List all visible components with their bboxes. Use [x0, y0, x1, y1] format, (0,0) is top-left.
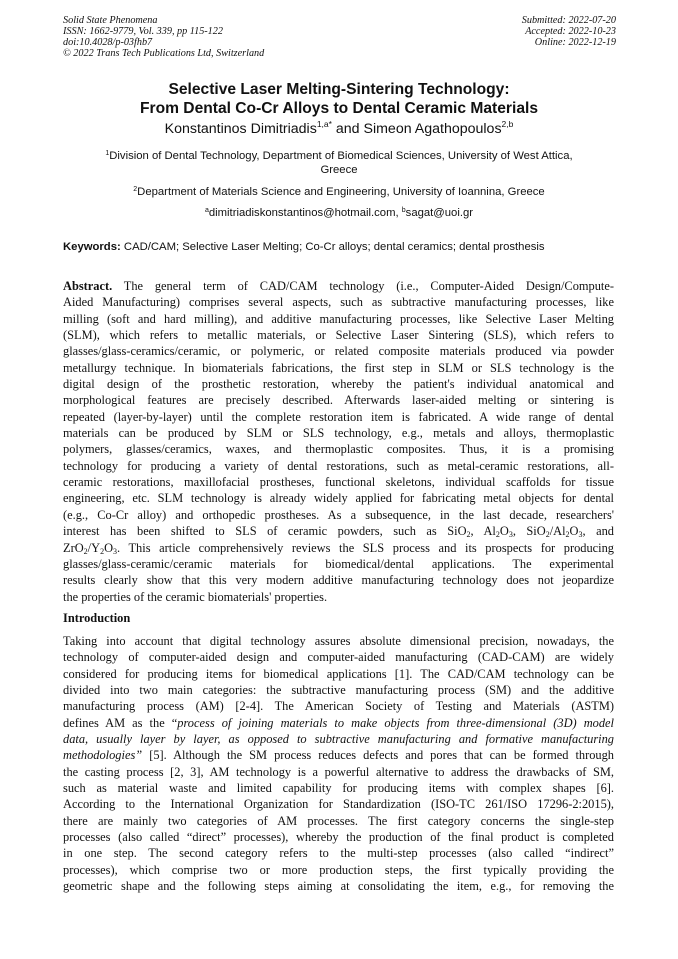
abstract-line: milling (soft and hard milling), and additive manufacturing processes, like Selective Laser Melting — [63, 311, 614, 326]
online-date: Online: 2022-12-19 — [534, 37, 616, 48]
affiliation-1-sup: 1 — [105, 150, 110, 157]
affiliation-1-text: Division of Dental Technology, Department of Biomedical Sciences, University of West Attica, — [109, 150, 573, 162]
keywords — [63, 240, 623, 254]
affiliation-1-country: Greece — [320, 164, 358, 176]
journal-name: Solid State Phenomena — [63, 15, 158, 26]
abstract-line: Aided Manufacturing) comprises several aspects, such as subtractive manufacturing processes, like — [63, 295, 614, 310]
affiliation-2-sup: 2 — [133, 186, 138, 193]
submitted-date: Submitted: 2022-07-20 — [521, 15, 616, 26]
abstract-line: technology for producing a variety of dental restorations, such as metal-ceramic restorations, all- — [63, 458, 614, 473]
intro-line: there are mainly two categories of AM processes. The first category concerns the single-step — [63, 813, 614, 828]
author-1: Konstantinos Dimitriadis — [164, 121, 317, 137]
intro-line: geometric shape and the following steps aiming at consolidating the item, e.g., for removing the — [63, 879, 614, 894]
author-joiner: and — [331, 121, 364, 137]
abstract-line: (e.g., Co-Cr alloy) and orthopedic prostheses. As a subsequence, in the last decade, researchers' — [63, 507, 614, 522]
author-2: Simeon Agathopoulos — [363, 121, 502, 137]
affiliation-2-text: Department of Materials Science and Engineering, University of Ioannina, Greece — [137, 186, 545, 198]
abstract-line: results clearly show that this very modern additive manufacturing technology does not jeopardize — [63, 573, 614, 588]
intro-line: According to the International Organization for Standardization (ISO-TC 261/ISO 17296-2:2015), — [63, 797, 614, 812]
title-line-2: From Dental Co-Cr Alloys to Dental Ceramic Materials — [139, 100, 539, 117]
journal-info — [63, 15, 264, 59]
abstract-line: the properties of the ceramic biomaterials' properties. — [63, 589, 328, 604]
section-heading-introduction: Introduction — [63, 611, 131, 625]
intro-line: Taking into account that digital technology assures absolute dimensional precision, nowadays, the — [63, 634, 614, 648]
abstract-line: metallurgy technique. In biomaterials fabrications, the first step in SLM or SLS technology is the — [63, 360, 614, 375]
intro-line: manufacturing process (AM) [2-4]. The American Society of Testing and Materials (ASTM) — [63, 699, 614, 714]
email-a-sup: a — [204, 207, 209, 214]
abstract-line — [63, 278, 614, 294]
intro-line: such as material waste and limited capability for producing items with complex shapes [6]. — [63, 781, 614, 796]
abstract-line: engineering, etc. SLM technology is already widely applied for fabricating metal objects for dental — [63, 491, 614, 506]
intro-line: processes), which comprise two or more production steps, the first typically providing the — [63, 862, 614, 877]
author-emails — [63, 206, 615, 220]
abstract-line: digital design of the prosthetic restoration, whereby the patient's individual anatomical and — [63, 377, 614, 392]
abstract-line: glasses/glass-ceramics/ceramic, or polymeric, or related composite materials produced via powder — [63, 344, 614, 359]
intro-line: defines AM as the “process of joining materials to make objects from three-dimensional (3D) model — [63, 715, 614, 730]
abstract-label: Abstract. — [63, 279, 113, 293]
paper-title — [40, 80, 638, 118]
author-2-sup: 2,b — [501, 119, 514, 129]
keywords-label: Keywords: — [63, 241, 121, 253]
authors — [40, 120, 638, 138]
doi[interactable]: doi:10.4028/p-03fhb7 — [63, 37, 153, 48]
email-a[interactable]: dimitriadiskonstantinos@hotmail.com, — [208, 207, 402, 219]
intro-line: technology of computer-aided design and computer-aided manufacturing (CAD-CAM) are widely — [63, 650, 614, 665]
abstract-text: The general term of CAD/CAM technology (i.e., Computer-Aided Design/Compute- — [112, 279, 614, 293]
intro-line: divided into two main categories: the subtractive manufacturing process (SM) and the additive — [63, 683, 614, 698]
affiliation-2 — [63, 185, 615, 199]
email-b[interactable]: sagat@uoi.gr — [405, 207, 474, 219]
affiliation-1 — [63, 149, 615, 177]
intro-line: considered for producing items for biomedical applications [1]. The CAD/CAM technology can be — [63, 666, 614, 681]
abstract-line: repeated (layer-by-layer) until the complete restoration item is fabricated. A wide range of dental — [63, 409, 614, 424]
abstract-line: (SLM), which refers to metallic materials, or Selective Laser Sintering (SLS), which refers to — [63, 328, 614, 343]
abstract-line: morphological features are precisely described. Afterwards laser-aided melting or sintering is — [63, 393, 614, 408]
issn-volume: ISSN: 1662-9779, Vol. 339, pp 115-122 — [63, 26, 223, 37]
abstract-line: materials can be produced by SLM or SLS technology, e.g., metals and alloys, thermoplastic — [63, 426, 614, 441]
abstract-line: polymers, glasses/ceramics, waxes, and thermoplastic composites. Thus, it is a promising — [63, 442, 614, 457]
intro-line: methodologies” [5]. Although the SM process reduces defects and pores that can be formed through — [63, 748, 614, 763]
accepted-date: Accepted: 2022-10-23 — [525, 26, 616, 37]
author-1-sup: 1,a* — [316, 119, 332, 129]
abstract-line: ceramic restorations, maxillofacial prostheses, functional skeletons, individual scaffolds for tissue — [63, 475, 614, 490]
intro-line: the casting process [2, 3], AM technology is a powerful alternative to address the drawbacks of SM, — [63, 764, 614, 779]
intro-line: data, usually layer by layer, as opposed to subtractive manufacturing and formative manufacturing — [63, 732, 614, 747]
keywords-text: CAD/CAM; Selective Laser Melting; Co-Cr alloys; dental ceramics; dental prosthesis — [120, 241, 545, 253]
abstract-line: $ZrO_2/Y_2O_3$. This article comprehensively reviews the SLS process and its prospects for producing — [63, 540, 614, 556]
intro-line: in one step. The second category refers to the multi-step processes (also called “indirect” — [63, 846, 614, 861]
introduction-body — [63, 633, 614, 895]
abstract-line: glasses/glass-ceramic/ceramic materials for biomedical/dental applications. The experimental — [63, 556, 614, 571]
title-line-1: Selective Laser Melting-Sintering Technology: — [168, 81, 510, 98]
copyright: © 2022 Trans Tech Publications Ltd, Switzerland — [63, 48, 265, 59]
abstract-line: interest has been shifted to SLS of ceramic powders, such as SiO$_2$, $Al_2O_3$, $SiO_2/Al_2O_3$, and — [63, 524, 614, 540]
abstract — [63, 278, 614, 605]
email-b-sup: b — [401, 207, 406, 214]
intro-line: processes (also called “direct” processes), whereby the production of the final product is completed — [63, 830, 614, 845]
publication-dates — [522, 15, 616, 48]
